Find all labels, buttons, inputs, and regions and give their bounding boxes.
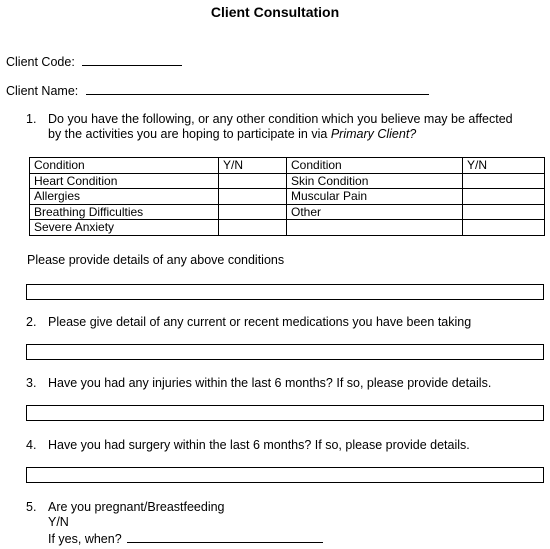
table-row: [30, 220, 545, 236]
question-1-line2: [48, 127, 416, 141]
question-5-number: 5.: [26, 500, 37, 514]
table-row: [30, 204, 545, 220]
question-2-number: 2.: [26, 315, 37, 329]
injuries-answer-box[interactable]: [26, 405, 544, 421]
client-name-field[interactable]: [86, 82, 429, 95]
condition-cell: Heart Condition: [30, 173, 219, 189]
client-code-label: Client Code:: [6, 55, 75, 69]
condition-cell[interactable]: [287, 220, 463, 236]
condition-cell: Breathing Difficulties: [30, 204, 219, 220]
question-1-text-line1: Do you have the following, or any other condition which you believe may be affected: [48, 112, 513, 126]
table-row: [30, 189, 545, 205]
condition-cell: Other: [287, 204, 463, 220]
conditions-table: [29, 157, 545, 236]
conditions-details-box[interactable]: [26, 284, 544, 300]
yn-cell[interactable]: [463, 189, 545, 205]
question-2-text: Please give detail of any current or recent medications you have been taking: [48, 315, 472, 329]
client-code-field[interactable]: [82, 53, 182, 66]
details-prompt: Please provide details of any above conditions: [27, 253, 285, 267]
medications-answer-box[interactable]: [26, 344, 544, 360]
client-name-label: Client Name:: [6, 84, 79, 98]
question-1-number: 1.: [26, 112, 37, 126]
question-3-text: Have you had any injuries within the last 6 months? If so, please provide details.: [48, 376, 492, 390]
condition-cell: Skin Condition: [287, 173, 463, 189]
header-condition-left: Condition: [30, 158, 219, 174]
question-4: [26, 438, 470, 452]
yn-cell[interactable]: [219, 189, 287, 205]
header-condition-right: Condition: [287, 158, 463, 174]
header-yn-left: Y/N: [219, 158, 287, 174]
question-5-when-row: [48, 530, 323, 546]
question-3: [26, 376, 491, 390]
form-title: Client Consultation: [210, 4, 340, 20]
when-label: If yes, when?: [48, 532, 122, 546]
condition-cell: Allergies: [30, 189, 219, 205]
yn-cell[interactable]: [463, 220, 545, 236]
when-field[interactable]: [127, 530, 323, 543]
question-4-number: 4.: [26, 438, 37, 452]
client-code-row: [6, 53, 182, 69]
table-row: [30, 173, 545, 189]
surgery-answer-box[interactable]: [26, 467, 544, 483]
yn-cell[interactable]: [219, 204, 287, 220]
question-5-text: Are you pregnant/Breastfeeding: [48, 500, 225, 514]
header-yn-right: Y/N: [463, 158, 545, 174]
question-1-text-italic: Primary Client?: [330, 127, 417, 141]
yn-cell[interactable]: [463, 204, 545, 220]
question-5-yn[interactable]: Y/N: [48, 515, 69, 529]
question-5: [26, 500, 225, 514]
question-2: [26, 315, 471, 329]
question-1-text-line2: by the activities you are hoping to participate in via: [48, 127, 331, 141]
yn-cell[interactable]: [219, 173, 287, 189]
client-name-row: [6, 82, 429, 98]
condition-cell: Muscular Pain: [287, 189, 463, 205]
yn-cell[interactable]: [463, 173, 545, 189]
conditions-header-row: [30, 158, 545, 174]
yn-cell[interactable]: [219, 220, 287, 236]
question-1: [26, 112, 513, 126]
question-3-number: 3.: [26, 376, 37, 390]
question-4-text: Have you had surgery within the last 6 months? If so, please provide details.: [48, 438, 470, 452]
condition-cell: Severe Anxiety: [30, 220, 219, 236]
